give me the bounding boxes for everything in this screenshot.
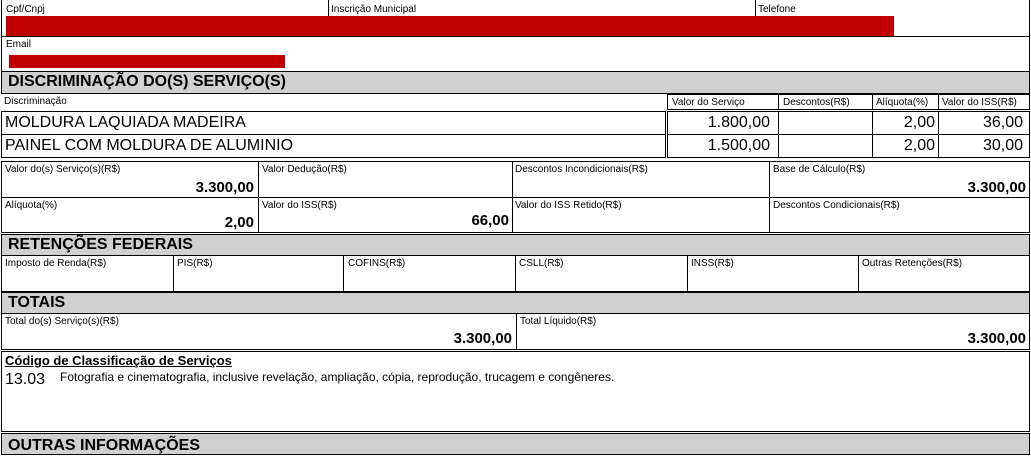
table-row-iss: 36,00: [938, 111, 1030, 135]
email-label: Email: [6, 39, 32, 50]
valor-iss-value: 66,00: [471, 212, 509, 229]
table-row-valor: 1.800,00: [667, 111, 779, 135]
th-aliquota: Alíquota(%): [872, 94, 939, 110]
aliquota-label: Alíquota(%): [5, 200, 58, 211]
table-row-desc: MOLDURA LAQUIADA MADEIRA: [1, 111, 666, 135]
total-servicos-label: Total do(s) Serviço(s)(R$): [5, 316, 119, 327]
services-table: [1, 94, 1030, 160]
classificacao-description: Fotografia e cinematografia, inclusive revelação, ampliação, cópia, reprodução, trucagem e congêneres.: [60, 370, 615, 384]
total-liquido-value: 3.300,00: [967, 330, 1026, 347]
cofins-label: COFINS(R$): [348, 258, 406, 269]
classificacao-title: Código de Classificação de Serviços: [5, 353, 232, 368]
totais-row: [1, 313, 1030, 350]
pis-label: PIS(R$): [177, 258, 213, 269]
descontos-incond-label: Descontos Incondicionais(R$): [515, 164, 648, 175]
valor-servicos-value: 3.300,00: [195, 179, 254, 196]
table-row-iss: 30,00: [938, 134, 1030, 158]
outras-retencoes-label: Outras Retenções(R$): [862, 258, 963, 269]
descontos-cond-label: Descontos Condicionais(R$): [773, 200, 900, 211]
outras-section-title: OUTRAS INFORMAÇÕES: [1, 433, 1030, 455]
services-section-title: DISCRIMINAÇÃO DO(S) SERVIÇO(S): [1, 72, 1030, 94]
base-calculo-value: 3.300,00: [967, 179, 1026, 196]
valor-deducao-label: Valor Dedução(R$): [262, 164, 347, 175]
inscricao-label: Inscrição Municipal: [331, 4, 417, 15]
th-valor-iss: Valor do ISS(R$): [938, 94, 1030, 110]
total-liquido-label: Total Líquido(R$): [520, 316, 597, 327]
totais-section-title: TOTAIS: [1, 292, 1030, 314]
table-row-valor: 1.500,00: [667, 134, 779, 158]
table-row-descontos: [778, 111, 873, 135]
th-discriminacao: Discriminação: [4, 96, 67, 107]
inss-label: INSS(R$): [691, 258, 734, 269]
valor-iss-label: Valor do ISS(R$): [262, 200, 337, 211]
th-valor-servico: Valor do Serviço: [667, 94, 779, 110]
table-row-aliquota: 2,00: [872, 134, 939, 158]
iss-retido-label: Valor do ISS Retido(R$): [515, 200, 622, 211]
ir-label: Imposto de Renda(R$): [5, 258, 107, 269]
aliquota-value: 2,00: [224, 214, 254, 231]
telefone-label: Telefone: [758, 4, 796, 15]
redacted-email-bar: [9, 55, 285, 68]
retencoes-section-title: RETENÇÕES FEDERAIS: [1, 234, 1030, 256]
classificacao-code: 13.03: [5, 371, 46, 388]
base-calculo-label: Base de Cálculo(R$): [773, 164, 866, 175]
th-descontos: Descontos(R$): [778, 94, 873, 110]
table-row-descontos: [778, 134, 873, 158]
csll-label: CSLL(R$): [519, 258, 564, 269]
cpf-label: Cpf/Cnpj: [6, 4, 45, 15]
valor-servicos-label: Valor do(s) Serviço(s)(R$): [5, 164, 121, 175]
redacted-id-bar: [6, 16, 894, 36]
total-servicos-value: 3.300,00: [453, 330, 512, 347]
table-row-aliquota: 2,00: [872, 111, 939, 135]
table-row-desc: PAINEL COM MOLDURA DE ALUMINIO: [1, 134, 666, 158]
